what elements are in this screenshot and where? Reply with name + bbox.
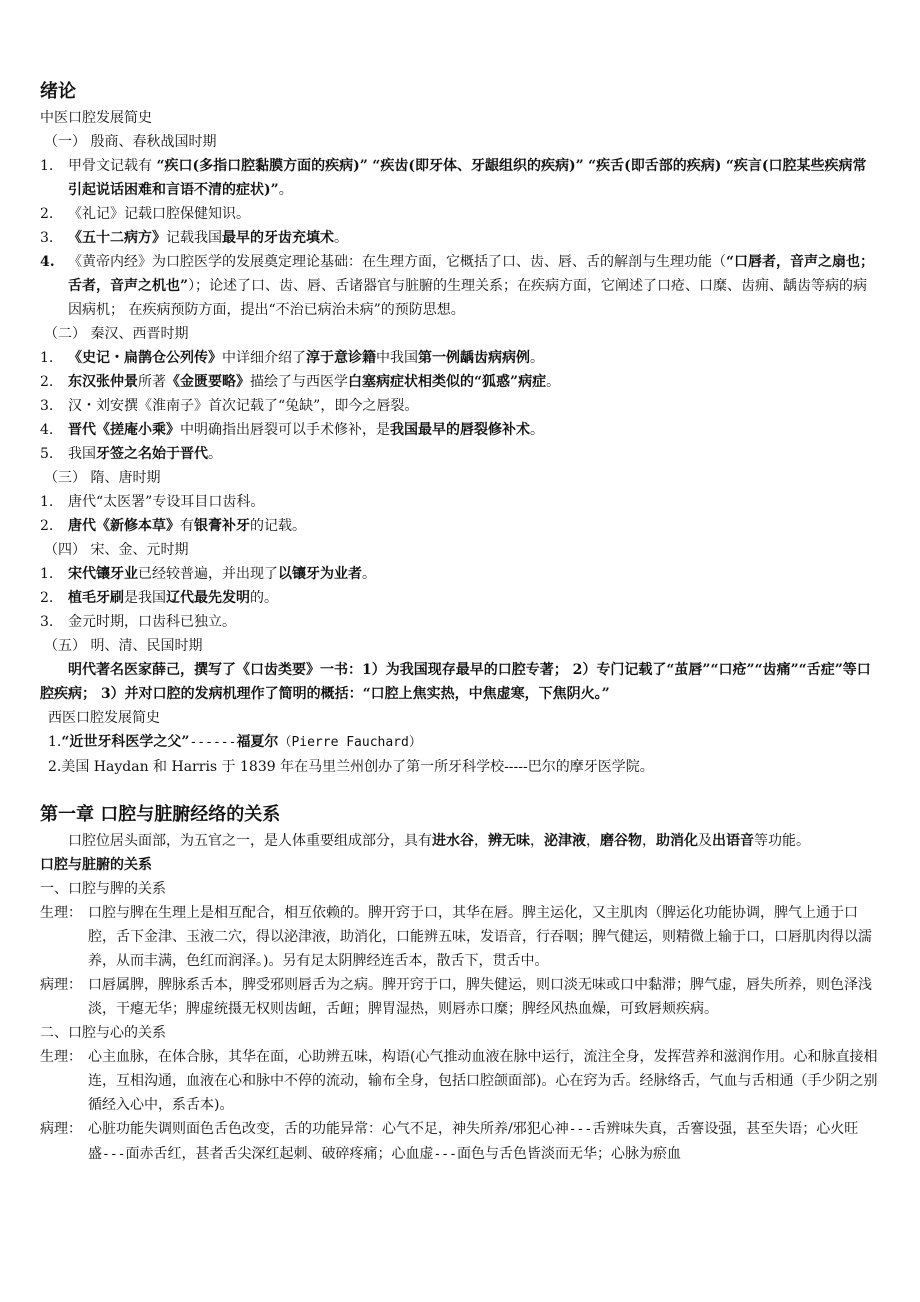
list-item bbox=[40, 346, 880, 370]
text-segment: 舌辨味失真，舌謇设强，甚至失语；心火旺盛 bbox=[88, 1121, 859, 1162]
text-segment: 及 bbox=[698, 833, 712, 849]
text-segment: 。 bbox=[362, 566, 376, 582]
bold-text: 《金匮要略》 bbox=[166, 374, 250, 390]
bold-text: 以镶牙为业者 bbox=[278, 566, 362, 582]
text-segment: 1. bbox=[48, 734, 62, 750]
list-number: 1. bbox=[40, 566, 54, 582]
text-segment: ------ bbox=[189, 735, 237, 750]
bold-text: 东汉张仲景 bbox=[68, 374, 138, 390]
item-label: 生理： bbox=[40, 905, 82, 921]
period-heading bbox=[40, 538, 880, 562]
bold-text: 最早的牙齿充填术 bbox=[222, 230, 334, 246]
list-number: 3. bbox=[40, 614, 54, 630]
list-number: 2. bbox=[40, 374, 54, 390]
text-segment: 心脏功能失调则面色舌色改变，舌的功能异常：心气不足，神失所养/邪犯心神 bbox=[88, 1121, 569, 1137]
text-segment: 。 bbox=[530, 422, 544, 438]
text-segment: ， bbox=[586, 833, 600, 849]
text-segment: ， bbox=[530, 833, 544, 849]
text-segment: 绪论 bbox=[40, 81, 76, 102]
text-segment: 汉・刘安撰《淮南子》首次记载了“兔缺”，即今之唇裂。 bbox=[68, 398, 419, 414]
bold-text: 植毛牙刷 bbox=[68, 590, 124, 606]
bold-text: 晋代《搓庵小乘》 bbox=[68, 422, 180, 438]
text-segment: 心主血脉，在体合脉，其华在面，心助辨五味，构语(心气推动血液在脉中运行，流注全身，发挥营养和滋润作用。心和脉直接相连，互相沟通，血液在心和脉中不停的流动，输布全身，包括口腔颌面部)。心在窍为舌。经脉络舌，气血与舌相通（手少阴之别循经入心中，系舌本)。 bbox=[88, 1049, 878, 1113]
ming-paragraph bbox=[40, 658, 880, 706]
item-label: 生理： bbox=[40, 1049, 82, 1065]
period-heading bbox=[40, 634, 880, 658]
text-segment: 记载我国 bbox=[166, 230, 222, 246]
bold-text: 我国最早的唇裂修补术 bbox=[390, 422, 530, 438]
list-number: 2. bbox=[40, 590, 54, 606]
physiology-item bbox=[40, 901, 880, 973]
text-segment: 中详细介绍了 bbox=[222, 350, 306, 366]
text-segment: 甲骨文记载有 bbox=[68, 158, 157, 174]
text-segment: --- bbox=[568, 1122, 593, 1137]
list-item bbox=[40, 394, 880, 418]
list-number: 1. bbox=[40, 158, 54, 174]
section-title-intro bbox=[40, 78, 880, 106]
text-segment: 有 bbox=[180, 518, 194, 534]
pathology-item bbox=[40, 973, 880, 1021]
text-segment: 。 bbox=[546, 374, 561, 390]
text-segment: 口腔与脏腑的关系 bbox=[40, 857, 152, 873]
bold-text: 福夏尔 bbox=[236, 734, 279, 750]
bold-text: 《史记・扁鹊仓公列传》 bbox=[68, 350, 222, 366]
list-number: 4. bbox=[40, 254, 55, 270]
text-segment: 西医口腔发展简史 bbox=[48, 710, 160, 726]
text-segment: 中我国 bbox=[376, 350, 418, 366]
list-item bbox=[40, 562, 880, 586]
chapter-intro bbox=[40, 829, 880, 853]
text-segment: 面赤舌红，甚者舌尖深红起刺、破碎疼痛；心血虚 bbox=[125, 1146, 434, 1162]
list-item bbox=[40, 514, 880, 538]
list-item bbox=[40, 250, 880, 322]
bold-text: 薛己 bbox=[152, 662, 180, 678]
list-item bbox=[40, 586, 880, 610]
text-segment: 。 bbox=[530, 350, 544, 366]
list-number: 5. bbox=[40, 446, 54, 462]
bold-text: 泌津液 bbox=[544, 833, 586, 849]
list-number: 2. bbox=[40, 518, 54, 534]
bold-text: “口唇者，音声之扇也；舌者，音声之机也” bbox=[68, 254, 875, 294]
text-segment: 的记载。 bbox=[250, 518, 306, 534]
bold-text: 《口齿类要》 bbox=[236, 662, 320, 678]
period-heading bbox=[40, 466, 880, 490]
bold-text: 一书：1）为我国现存最早的口腔专著； 2）专门记载了“茧唇”“口疮”“齿痛”“舌症”等口腔疾病； 3）并对口腔的发病机理作了简明的概括：“口腔上焦实热，中焦虚寒，下焦阴火。” bbox=[40, 662, 871, 702]
text-segment: 口腔位居头面部，为五官之一，是人体重要组成部分，具有 bbox=[68, 833, 432, 849]
bold-text: 辽代最先发明 bbox=[166, 590, 250, 606]
bold-text: 助消化 bbox=[656, 833, 698, 849]
bold-text: “疾口(多指口腔黏膜方面的疾病)” bbox=[156, 158, 368, 174]
text-segment: （一） 殷商、春秋战国时期 bbox=[44, 134, 217, 150]
text-segment: 2.美国 Haydan 和 Harris 于 1839 年在马里兰州创办了第一所牙科学校-----巴尔的摩牙医学院。 bbox=[48, 759, 654, 775]
text-segment: 中医口腔发展简史 bbox=[40, 110, 152, 126]
text-segment: 。 bbox=[278, 182, 293, 198]
text-segment: ）；论述了口、齿、唇、舌诸器官与脏腑的生理关系；在疾病方面，它阐述了口疮、口糜、齿痈、龋齿等病的病因病机； 在疾病预防方面，提出“不治已病治未病”的预防思想。 bbox=[68, 278, 868, 318]
western-item bbox=[40, 755, 880, 779]
text-segment: （五） 明、清、民国时期 bbox=[44, 638, 203, 654]
text-segment: （三） 隋、唐时期 bbox=[44, 470, 161, 486]
list-item bbox=[40, 370, 880, 394]
text-segment: 唐代“太医署”专设耳目口齿科。 bbox=[68, 494, 265, 510]
subsection-heading bbox=[40, 877, 880, 901]
western-item bbox=[40, 730, 880, 755]
text-segment: 二、口腔与心的关系 bbox=[40, 1025, 166, 1041]
list-number: 3. bbox=[40, 230, 54, 246]
subsection-title bbox=[40, 853, 880, 877]
text-segment: 的。 bbox=[250, 590, 278, 606]
text-segment: （Pierre Fauchard） bbox=[278, 735, 422, 750]
text-segment: （四） 宋、金、元时期 bbox=[44, 542, 189, 558]
bold-text: 《五十二病方》 bbox=[68, 230, 166, 246]
text-segment: 《礼记》记载口腔保健知识。 bbox=[68, 206, 250, 222]
list-item bbox=[40, 610, 880, 634]
text-segment: 是我国 bbox=[124, 590, 166, 606]
text-segment: 第一章 口腔与脏腑经络的关系 bbox=[40, 804, 281, 825]
text-segment: 所著 bbox=[138, 374, 166, 390]
bold-text: 白塞病症状相类似的“狐惑”病症 bbox=[348, 374, 547, 390]
text-segment: 金元时期，口齿科已独立。 bbox=[68, 614, 236, 630]
text-segment: 描绘了与西医学 bbox=[250, 374, 348, 390]
bold-text: “疾舌(即舌部的疾病) bbox=[588, 158, 722, 174]
text-segment: 一、口腔与脾的关系 bbox=[40, 881, 166, 897]
list-item bbox=[40, 226, 880, 250]
text-segment: ，撰写了 bbox=[180, 662, 236, 678]
bold-text: 磨谷物 bbox=[600, 833, 642, 849]
text-segment: --- bbox=[433, 1147, 457, 1162]
text-segment: 面色与舌色皆淡而无华；心脉为瘀血 bbox=[456, 1146, 681, 1162]
list-number: 3. bbox=[40, 398, 54, 414]
text-segment: --- bbox=[102, 1147, 126, 1162]
bold-text: 第一例龋齿病病例 bbox=[418, 350, 530, 366]
list-item bbox=[40, 442, 880, 466]
bold-text: 辨无味 bbox=[488, 833, 530, 849]
text-segment: ， bbox=[474, 833, 488, 849]
bold-text: 宋代镶牙业 bbox=[68, 566, 138, 582]
subsection-heading bbox=[40, 1021, 880, 1045]
list-item bbox=[40, 154, 880, 202]
bold-text: 明代著名医家 bbox=[68, 662, 152, 678]
text-segment: 我国 bbox=[68, 446, 96, 462]
text-segment: 《黄帝内经》为口腔医学的发展奠定理论基础：在生理方面，它概括了口、齿、唇、舌的解剖与生理功能（ bbox=[68, 254, 726, 270]
text-segment: 已经较普遍，并出现了 bbox=[138, 566, 278, 582]
text-segment: 等功能。 bbox=[754, 833, 810, 849]
list-item bbox=[40, 202, 880, 226]
bold-text: 进水谷 bbox=[432, 833, 474, 849]
list-number: 4. bbox=[40, 422, 54, 438]
bold-text: 淳于意诊籍 bbox=[306, 350, 376, 366]
period-heading bbox=[40, 322, 880, 346]
text-segment: 。 bbox=[208, 446, 222, 462]
bold-text: “近世牙科医学之父” bbox=[61, 734, 190, 750]
item-label: 病理： bbox=[40, 1121, 82, 1137]
text-segment: ， bbox=[642, 833, 656, 849]
subtitle-tcm-history bbox=[40, 106, 880, 130]
list-item bbox=[40, 418, 880, 442]
text-segment: 口唇属脾，脾脉系舌本，脾受邪则唇舌为之病。脾开窍于口，脾失健运，则口淡无味或口中黏滞；脾气虚，唇失所养，则色泽浅淡，干瘪无华；脾虚统摄无权则齿衄，舌衄；脾胃湿热，则唇赤口糜；脾经风热血燥，可致唇颊疾病。 bbox=[88, 977, 872, 1017]
bold-text: 牙签之名始于晋代 bbox=[96, 446, 208, 462]
physiology-item bbox=[40, 1045, 880, 1117]
list-item bbox=[40, 490, 880, 514]
list-number: 1. bbox=[40, 350, 54, 366]
bold-text: 唐代《新修本草》 bbox=[68, 518, 180, 534]
text-segment: 。 bbox=[334, 230, 348, 246]
chapter-title bbox=[40, 801, 880, 829]
subtitle-western-history bbox=[40, 706, 880, 730]
bold-text: 银膏补牙 bbox=[194, 518, 250, 534]
item-label: 病理： bbox=[40, 977, 82, 993]
list-number: 1. bbox=[40, 494, 54, 510]
period-heading bbox=[40, 130, 880, 154]
text-segment: 口腔与脾在生理上是相互配合，相互依赖的。脾开窍于口，其华在唇。脾主运化，又主肌肉（脾运化功能协调，脾气上通于口腔，舌下金津、玉液二穴，得以泌津液，助消化，口能辨五味，发语音，行吞咽；脾气健运，则精微上输于口，口唇肌肉得以濡养，从而丰满，色红而润泽。)。另有足太阴脾经连舌本，散舌下，贯舌中。 bbox=[88, 905, 872, 969]
bold-text: “疾言(口腔某些疾病常引起说话困难和言语不清的症状)” bbox=[68, 158, 867, 198]
text-segment: （二） 秦汉、西晋时期 bbox=[44, 326, 189, 342]
bold-text: “疾齿(即牙体、牙龈组织的疾病)” bbox=[372, 158, 584, 174]
list-number: 2. bbox=[40, 206, 54, 222]
bold-text: 出语音 bbox=[712, 833, 754, 849]
pathology-item bbox=[40, 1117, 880, 1167]
text-segment: 中明确指出唇裂可以手术修补，是 bbox=[180, 422, 390, 438]
